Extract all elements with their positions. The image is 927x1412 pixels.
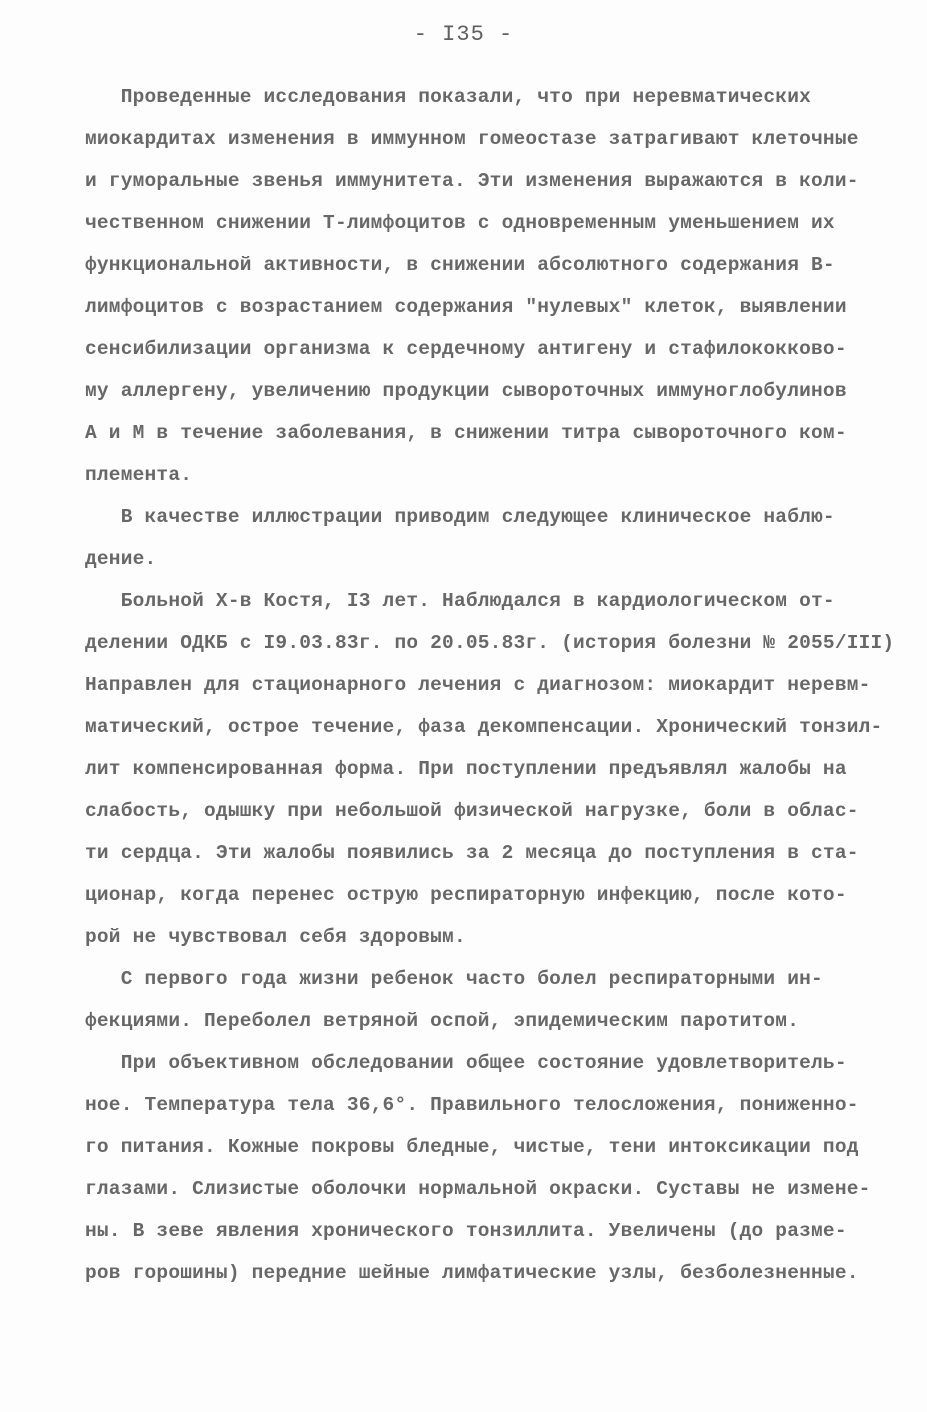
text-line: му аллергену, увеличению продукции сывороточных иммуноглобулинов [85,380,847,402]
text-line: сенсибилизации организма к сердечному антигену и стафилококково- [85,338,847,360]
text-line: Проведенные исследования показали, что при неревматических [85,86,812,108]
text-line: ционар, когда перенес острую респираторную инфекцию, после кото- [85,884,847,906]
page-number: - I35 - [413,22,514,47]
text-line: Направлен для стационарного лечения с диагнозом: миокардит неревм- [85,674,871,696]
text-line: и гуморальные звенья иммунитета. Эти изменения выражаются в коли- [85,170,859,192]
text-line: делении ОДКБ с I9.03.83г. по 20.05.83г. (история болезни № 2055/III) [85,632,895,654]
text-line: функциональной активности, в снижении абсолютного содержания В- [85,254,835,276]
text-line: глазами. Слизистые оболочки нормальной окраски. Суставы не измене- [85,1178,871,1200]
text-line: С первого года жизни ребенок часто болел респираторными ин- [85,968,823,990]
text-line: ров горошины) передние шейные лимфатические узлы, безболезненные. [85,1262,859,1284]
text-line: ное. Температура тела 36,6°. Правильного телосложения, пониженно- [85,1094,859,1116]
text-line: дение. [85,548,157,570]
text-line: Больной Х-в Костя, I3 лет. Наблюдался в кардиологическом от- [85,590,835,612]
text-line: слабость, одышку при небольшой физической нагрузке, боли в облас- [85,800,859,822]
body-text [85,76,895,1294]
text-line: В качестве иллюстрации приводим следующее клиническое наблю- [85,506,835,528]
text-line: лит компенсированная форма. При поступлении предъявлял жалобы на [85,758,847,780]
text-line: рой не чувствовал себя здоровым. [85,926,466,948]
text-line: ти сердца. Эти жалобы появились за 2 месяца до поступления в ста- [85,842,859,864]
text-line: миокардитах изменения в иммунном гомеостазе затрагивают клеточные [85,128,859,150]
text-line: А и М в течение заболевания, в снижении титра сывороточного ком- [85,422,847,444]
text-line: фекциями. Переболел ветряной оспой, эпидемическим паротитом. [85,1010,800,1032]
text-line: лимфоцитов с возрастанием содержания "нулевых" клеток, выявлении [85,296,847,318]
text-line: матический, острое течение, фаза декомпенсации. Хронический тонзил- [85,716,883,738]
text-line: ны. В зеве явления хронического тонзиллита. Увеличены (до разме- [85,1220,847,1242]
text-line: При объективном обследовании общее состояние удовлетворитель- [85,1052,847,1074]
text-line: чественном снижении Т-лимфоцитов с одновременным уменьшением их [85,212,835,234]
text-line: племента. [85,464,193,486]
text-line: го питания. Кожные покровы бледные, чистые, тени интоксикации под [85,1136,859,1158]
